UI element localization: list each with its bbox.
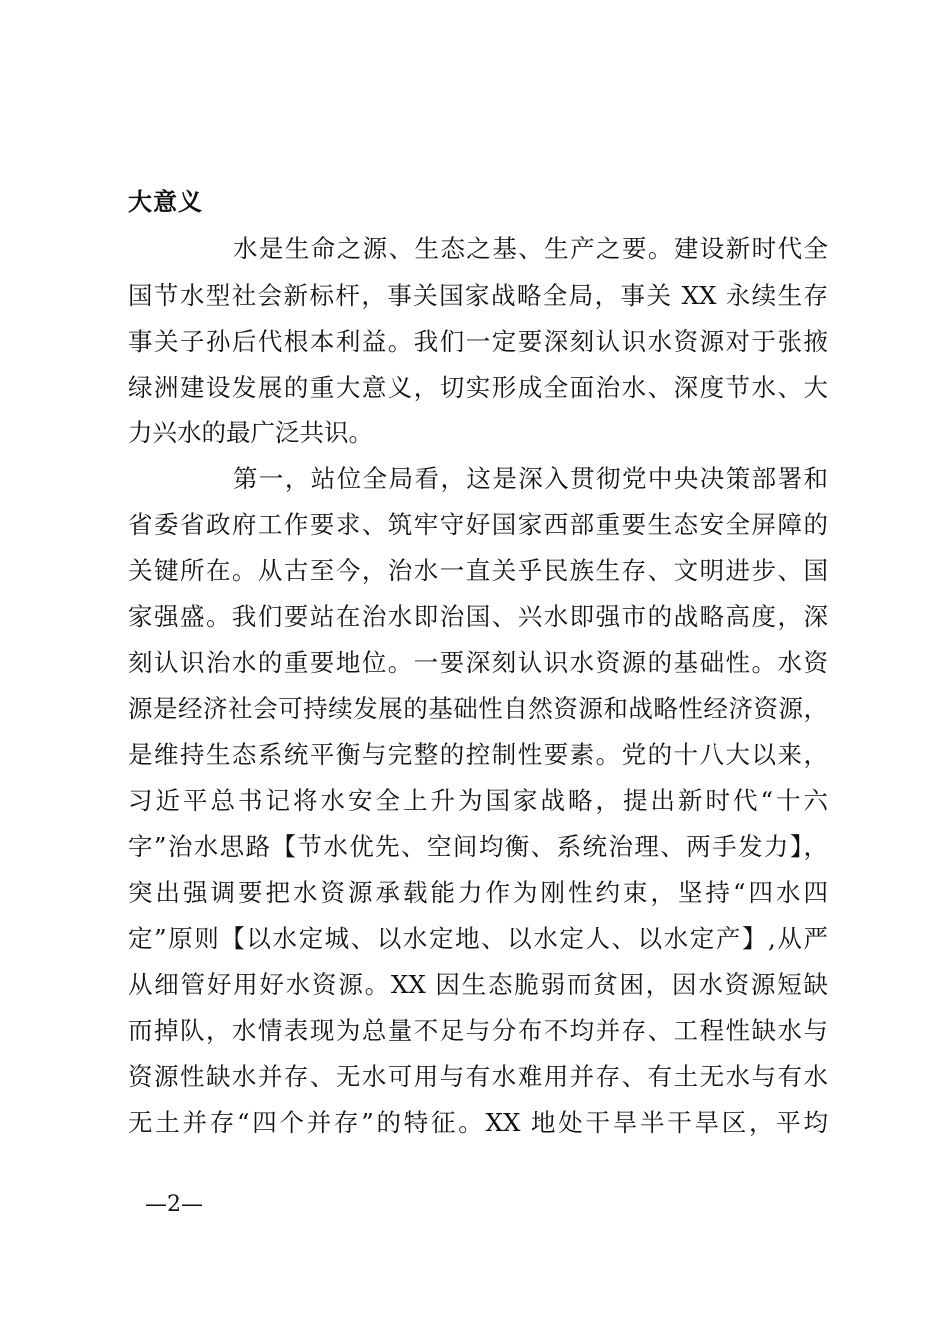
section-heading: 大意义: [128, 188, 203, 216]
paragraph-2-line-8: 习近平总书记将水安全上升为国家战略，提出新时代“十六: [128, 786, 828, 815]
paragraph-2-line-14: 资源性缺水并存、无水可用与有水难用并存、有土无水与有水: [128, 1062, 828, 1091]
paragraph-2-line-3: 关键所在。从古至今，治水一直关乎民族生存、文明进步、国: [128, 556, 828, 585]
paragraph-2-line-10: 突出强调要把水资源承载能力作为刚性约束，坚持“四水四: [128, 878, 828, 907]
paragraph-1-line-3: 事关子孙后代根本利益。我们一定要深刻认识水资源对于张掖: [128, 327, 828, 356]
paragraph-2-line-2: 省委省政府工作要求、筑牢守好国家西部重要生态安全屏障的: [128, 510, 828, 539]
page-number: —2—: [145, 1192, 203, 1217]
paragraph-2-line-12: 从细管好用好水资源。XX 因生态脆弱而贫困，因水资源短缺: [128, 970, 828, 999]
paragraph-2-line-5: 刻认识治水的重要地位。一要深刻认识水资源的基础性。水资: [128, 648, 828, 677]
paragraph-2-line-11: 定”原则【以水定城、以水定地、以水定人、以水定产】,从严: [128, 924, 828, 953]
paragraph-1-line-4: 绿洲建设发展的重大意义，切实形成全面治水、深度节水、大: [128, 373, 828, 402]
paragraph-1-line-1: 水是生命之源、生态之基、生产之要。建设新时代全: [233, 234, 828, 263]
paragraph-2-line-4: 家强盛。我们要站在治水即治国、兴水即强市的战略高度，深: [128, 602, 828, 631]
paragraph-2-line-1: 第一，站位全局看，这是深入贯彻党中央决策部署和: [233, 464, 828, 493]
paragraph-2-line-15: 无土并存“四个并存”的特征。XX 地处干旱半干旱区，平均: [128, 1108, 828, 1137]
paragraph-2-line-13: 而掉队，水情表现为总量不足与分布不均并存、工程性缺水与: [128, 1016, 828, 1045]
paragraph-1-line-2: 国节水型社会新标杆，事关国家战略全局，事关 XX 永续生存: [128, 281, 828, 310]
paragraph-2-line-7: 是维持生态系统平衡与完整的控制性要素。党的十八大以来，: [128, 740, 828, 769]
paragraph-2-line-6: 源是经济社会可持续发展的基础性自然资源和战略性经济资源，: [128, 694, 828, 723]
paragraph-1-line-5: 力兴水的最广泛共识。: [128, 418, 373, 447]
paragraph-2-line-9: 字”治水思路【节水优先、空间均衡、系统治理、两手发力】，: [128, 832, 828, 861]
